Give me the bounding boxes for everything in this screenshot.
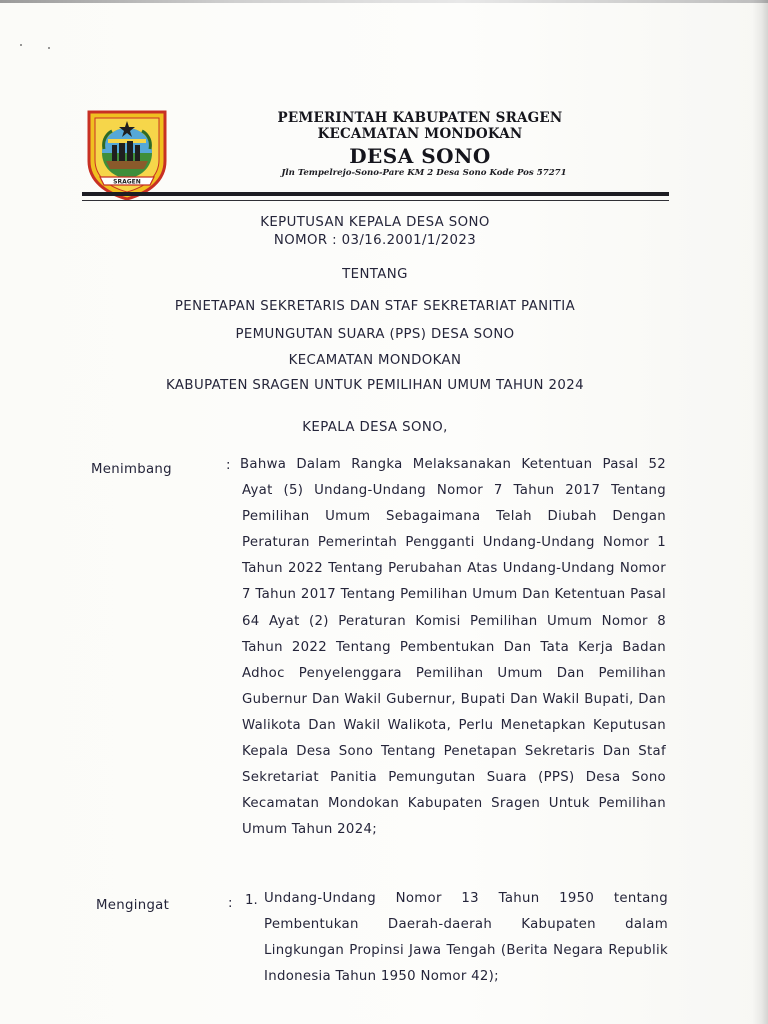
considering-text: Bahwa Dalam Rangka Melaksanakan Ketentuan Pasal 52 Ayat (5) Undang-Undang Nomor 7 Tahun 2017 Tentang Pemilihan Umum Sebagaimana Telah Diubah Dengan Peraturan Pemerintah Pengganti Undang-Undang Nomor 1 Tahun 2022 Tentang Perubahan Atas Undang-Undang Nomor 7 Tahun 2017 Tentang Pemilihan Umum Dan Ketentuan Pasal 64 Ayat (2) Peraturan Komisi Pemilihan Umum Nomor 8 Tahun 2022 Tentang Pembentukan Dan Tata Kerja Badan Adhoc Penyelenggara Pemilihan Umum Dan Pemilihan Gubernur Dan Wakil Gubernur, Bupati Dan Wakil Bupati, Dan Walikota Dan Wakil Walikota, Perlu Menetapkan Keputusan Kepala Desa Sono Tentang Penetapan Sekretaris Dan Staf Sekretariat Panitia Pemungutan Suara (PPS) Desa Sono Kecamatan Mondokan Kabupaten Sragen Untuk Pemilihan Umum Tahun 2024; xyxy=(240,457,666,838)
kabupaten-sragen-emblem-icon xyxy=(86,109,168,201)
decree-number: NOMOR : 03/16.2001/1/2023 xyxy=(273,233,477,248)
letterhead-village: DESA SONO xyxy=(349,144,491,168)
scan-speck xyxy=(20,44,22,46)
considering-colon: : xyxy=(226,458,231,473)
letterhead-divider-thin xyxy=(82,200,669,201)
decree-subject-line-2: PEMUNGUTAN SUARA (PPS) DESA SONO xyxy=(235,327,515,342)
considering-label: Menimbang xyxy=(91,462,172,477)
scan-right-shadow xyxy=(752,0,768,1024)
decree-title: KEPUTUSAN KEPALA DESA SONO xyxy=(260,215,490,230)
recalling-item-number: 1. xyxy=(245,893,258,908)
scan-top-edge xyxy=(0,0,768,3)
decree-issuer: KEPALA DESA SONO, xyxy=(302,420,448,435)
letterhead-address: Jln Tempelrejo-Sono-Pare KM 2 Desa Sono Kode Pos 57271 xyxy=(281,168,567,178)
decree-subject-line-1: PENETAPAN SEKRETARIS DAN STAF SEKRETARIAT PANITIA xyxy=(174,299,576,314)
decree-subject-line-4: KABUPATEN SRAGEN UNTUK PEMILIHAN UMUM TAHUN 2024 xyxy=(166,378,584,393)
logo-ribbon-text: SRAGEN xyxy=(113,178,141,186)
recalling-colon: : xyxy=(228,896,233,911)
decree-subject-line-3: KECAMATAN MONDOKAN xyxy=(288,353,462,368)
decree-about: TENTANG xyxy=(342,267,408,282)
letterhead xyxy=(270,110,570,169)
scan-speck xyxy=(48,47,50,49)
letterhead-district: KECAMATAN MONDOKAN xyxy=(317,126,523,142)
letterhead-government: PEMERINTAH KABUPATEN SRAGEN xyxy=(277,110,563,126)
recalling-item-text: Undang-Undang Nomor 13 Tahun 1950 tentang Pembentukan Daerah-daerah Kabupaten dalam Lingkungan Propinsi Jawa Tengah (Berita Negara Republik Indonesia Tahun 1950 Nomor 42); xyxy=(264,891,668,985)
recalling-label: Mengingat xyxy=(96,898,170,913)
letterhead-divider-thick xyxy=(82,192,669,196)
